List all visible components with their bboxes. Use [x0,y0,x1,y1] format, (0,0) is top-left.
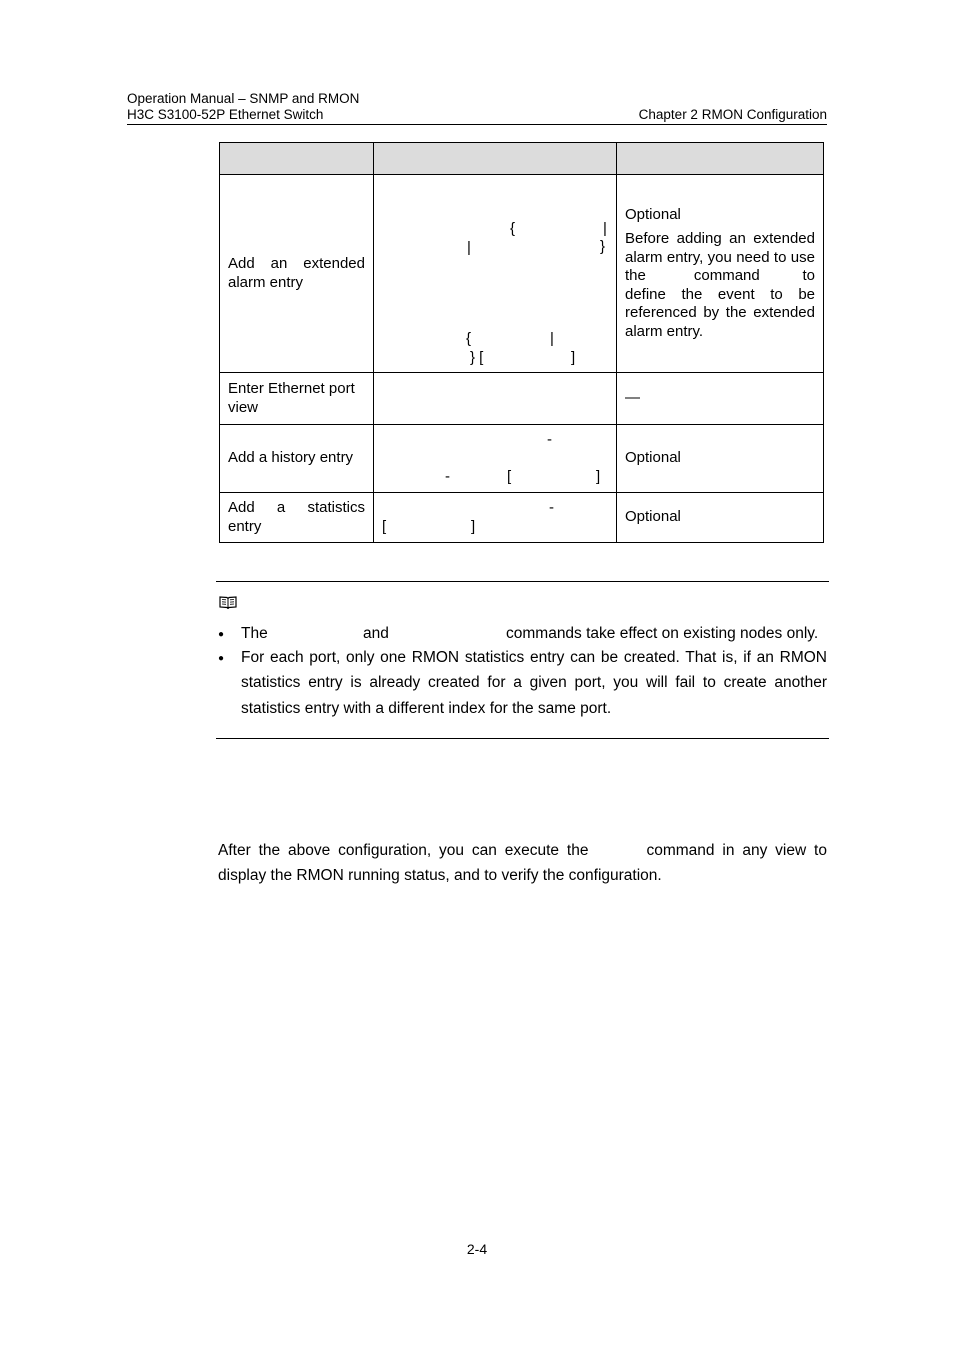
remarks-cell [617,493,824,543]
command-glyph: | [550,330,554,347]
header-cell [220,143,374,175]
note-bottom-rule [216,738,829,739]
remarks-optional: Optional [625,205,681,223]
command-glyph: | [603,220,607,237]
command-glyph: { [466,330,472,347]
operation-cell [220,175,374,373]
operation-text: Enter Ethernet port view [228,380,355,416]
table-header-row [220,143,824,175]
table-row [220,425,824,493]
command-glyph: [ [507,468,512,485]
paragraph-text: After the above configuration, you can execute the [218,842,589,859]
command-glyph: } [600,238,606,255]
command-glyph: | [467,239,471,256]
note-item1-rest: commands take effect on existing nodes only. [506,625,819,642]
header-manual-title: Operation Manual – SNMP and RMON [127,91,360,106]
command-cell [374,493,617,543]
header-chapter: Chapter 2 RMON Configuration [638,107,827,122]
operation-text: Add a history entry [228,449,354,467]
operation-cell [220,425,374,493]
page-number: 2-4 [466,1241,488,1257]
paragraph-text: command in any view to display the RMON running status, and to verify the configuration. [218,842,827,884]
remarks-cell [617,175,824,373]
table-row [220,493,824,543]
config-table [219,142,824,543]
remarks-text: Before adding an extended alarm entry, you need to use the [625,230,815,285]
command-cell [374,425,617,493]
note-item2-line3: statistics entry with a different index for the same port. [241,700,612,717]
table-row [220,373,824,425]
bullet: ● [218,629,225,640]
command-glyph: ] [471,518,476,535]
operation-text: Add an extended alarm entry [228,255,365,291]
command-glyph: ] [596,468,601,485]
remarks-text: command to define the event to be referenced by the extended alarm entry. [625,267,815,340]
book-icon [219,595,237,609]
operation-cell [220,493,374,543]
remarks-text: — [625,389,640,407]
header-product-name: H3C S3100-52P Ethernet Switch [127,107,324,122]
header-rule [127,124,827,125]
remarks-text: Optional [625,449,681,467]
command-glyph: - [445,468,450,485]
note-item2-line1: For each port, only one RMON statistics entry can be created. That is, if an RMON [241,649,827,666]
header-cell [617,143,824,175]
table-row [220,175,824,373]
note-item1-the: The [241,625,268,642]
command-glyph: } [ [470,349,484,366]
header-cell [374,143,617,175]
remarks-cell [617,425,824,493]
command-glyph: ] [571,349,576,366]
command-glyph: - [549,499,554,516]
remarks-text: Optional [625,508,681,526]
remarks-cell [617,373,824,425]
note-item2-line2: statistics entry is already created for a given port, you will fail to create another [241,674,827,691]
operation-cell [220,373,374,425]
command-glyph: { [510,220,516,237]
command-cell [374,373,617,425]
note-item1-and: and [363,625,389,642]
remarks-detail [625,230,815,341]
command-cell [374,175,617,373]
command-glyph: - [547,431,552,448]
verification-paragraph [218,838,827,888]
note-top-rule [216,581,829,582]
command-glyph: [ [382,518,387,535]
bullet: ● [218,653,225,664]
operation-text: Add a statistics entry [228,499,365,535]
